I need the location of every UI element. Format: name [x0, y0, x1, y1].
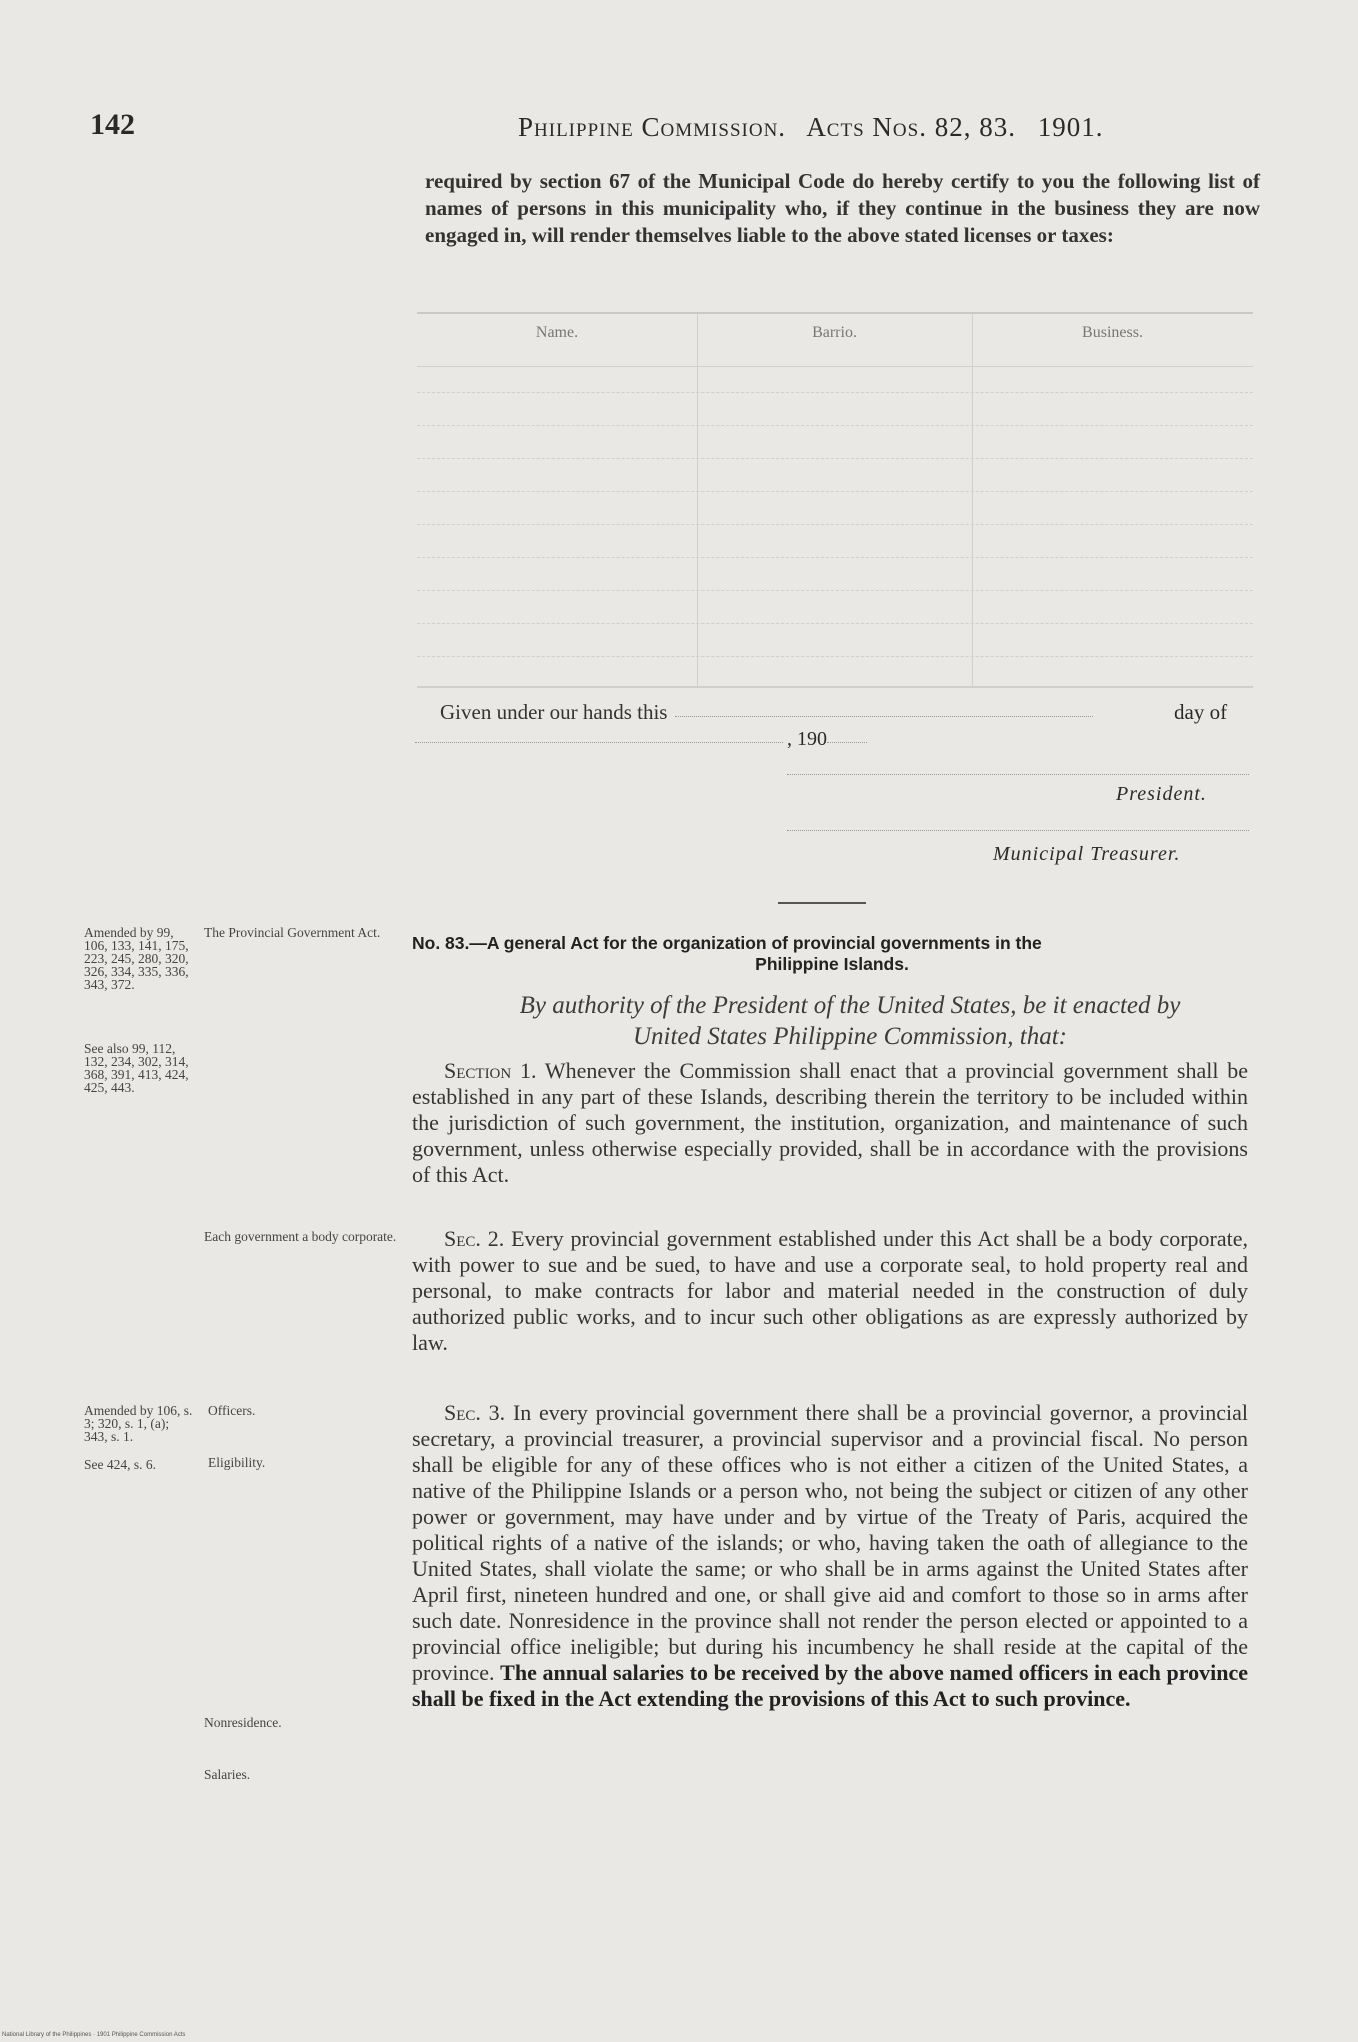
- running-head: [518, 112, 1117, 143]
- section-3-text: In every provincial government there shall be a provincial governor, a provincial secretary, a provincial treasurer, a provincial supervisor and a provincial fiscal. No person shall be eligible for any of these offices who is not either a citizen of the United States, a native of the Philippine Islands or a person who, not being the subject or citizen of any other power or government, may have under and by virtue of the Treaty of Paris, acquired the political rights of a native of the islands; or who, having taken the oath of allegiance to the United States, shall violate the same; or who shall be in arms against the United States after April first, nineteen hundred and one, or shall give aid and comfort to those so in arms after such date. Nonresidence in the province shall not render the person elected or appointed to a provincial office ineligible; but during his incumbency he shall reside at the capital of the province.: [412, 1400, 1249, 1685]
- certificate-intro: required by section 67 of the Municipal Code do hereby certify to you the following list of names of persons in this municipality who, if they continue in the business they are now engaged in, will render themselves liable to the above stated licenses or taxes:: [425, 169, 1260, 247]
- margin-eligibility: Eligibility.: [208, 1455, 266, 1470]
- blank-year: [827, 742, 867, 743]
- act-title-text: —A general Act for the organization of provincial governments in the: [469, 933, 1042, 953]
- column-name: [417, 314, 698, 686]
- section-1-label: Section 1.: [444, 1058, 537, 1083]
- table-row: [417, 425, 1253, 426]
- margin-see-also: See also 99, 112, 132, 234, 302, 314, 368, 391, 413, 424, 425, 443.: [84, 1041, 189, 1095]
- treasurer-label: Municipal Treasurer.: [993, 843, 1181, 865]
- year-prefix: , 190: [787, 728, 827, 750]
- margin-amended-sec3: Amended by 106, s. 3; 320, s. 1, (a); 343, s. 1.: [84, 1403, 193, 1444]
- treasurer-signature-line: [787, 830, 1249, 831]
- act-title-text-2: Philippine Islands.: [755, 954, 909, 974]
- section-1-text: Whenever the Commission shall enact that a provincial government shall be established in any part of these Islands, describing therein the territory to be included within the jurisdiction of such government, the institution, organization, and maintenance of such government, unless otherwise especially provided, shall be in accordance with the provisions of this Act.: [412, 1058, 1248, 1187]
- section-2-label: Sec. 2.: [444, 1226, 505, 1251]
- column-barrio: [697, 314, 973, 686]
- table-row: [417, 491, 1253, 492]
- table-row: [417, 458, 1253, 459]
- blank-month: [415, 742, 783, 743]
- margin-salaries: Salaries.: [204, 1767, 251, 1782]
- enacting-line-1: By authority of the President of the United States, be it enacted by: [519, 992, 1181, 1019]
- scan-credit: National Library of the Philippines · 1901 Philippine Commission Acts: [2, 2032, 186, 2038]
- given-under-hands-line: [440, 700, 1101, 725]
- section-2-text: Every provincial government established under this Act shall be a body corporate, with power to sue and be sued, to have and use a corporate seal, to hold property real and personal, to make contracts for labor and material needed in the construction of duly authorized public works, and to incur such other obligations as are expressly authorized by law.: [412, 1226, 1248, 1355]
- page-number: 142: [90, 108, 135, 141]
- section-2: [412, 1226, 1248, 1356]
- running-head-year: 1901.: [1037, 112, 1104, 142]
- section-divider: [778, 902, 866, 904]
- margin-nonresidence: Nonresidence.: [204, 1715, 282, 1730]
- table-header-rule: [417, 366, 1253, 367]
- given-text: Given under our hands this: [440, 700, 668, 724]
- running-head-title: Philippine Commission.: [518, 112, 787, 142]
- president-signature-line: [787, 774, 1249, 775]
- day-of-text: day of: [1174, 700, 1228, 724]
- column-header-name: Name.: [535, 324, 579, 341]
- column-business: [972, 314, 1253, 686]
- margin-amended-list: Amended by 99, 106, 133, 141, 175, 223, 245, 280, 320, 326, 334, 335, 336, 343, 372.: [84, 925, 189, 992]
- table-row: [417, 656, 1253, 657]
- table-row: [417, 623, 1253, 624]
- table-bottom-rule: [417, 686, 1253, 688]
- section-3-salaries: The annual salaries to be received by the above named officers in each province shall be fixed in the Act extending the provisions of this Act to such province.: [412, 1660, 1249, 1711]
- column-header-business: Business.: [1082, 324, 1143, 341]
- act-number: No. 83.: [412, 933, 470, 953]
- table-row: [417, 557, 1253, 558]
- enacting-clause: [445, 990, 1255, 1052]
- enacting-line-2: United States Philippine Commission, that:: [632, 1023, 1067, 1050]
- blank-day: [675, 716, 1093, 717]
- table-row: [417, 392, 1253, 393]
- section-3: [412, 1400, 1248, 1712]
- table-row: [417, 590, 1253, 591]
- act-title: [412, 933, 1252, 975]
- date-line: [415, 728, 867, 751]
- margin-provincial-act: The Provincial Government Act.: [204, 925, 381, 940]
- section-3-label: Sec. 3.: [444, 1400, 506, 1425]
- column-header-barrio: Barrio.: [812, 324, 857, 341]
- table-row: [417, 524, 1253, 525]
- margin-officers: Officers.: [208, 1403, 256, 1418]
- license-list-table: [417, 312, 1253, 692]
- running-head-acts: Acts Nos. 82, 83.: [806, 112, 1016, 142]
- president-label: President.: [1116, 783, 1207, 805]
- margin-body-corporate: Each government a body corporate.: [204, 1229, 397, 1244]
- margin-see-424: See 424, s. 6.: [84, 1457, 156, 1472]
- section-1: [412, 1058, 1248, 1188]
